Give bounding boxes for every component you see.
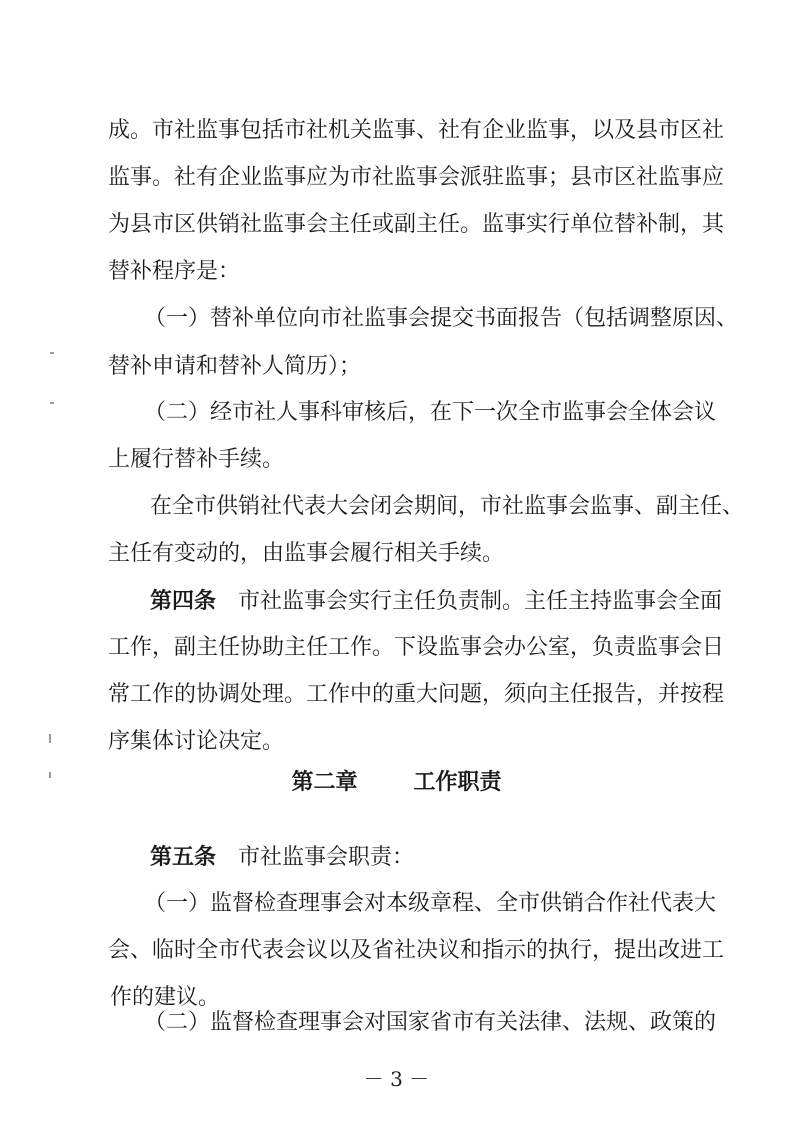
- paragraph-line: 序集体讨论决定。: [108, 729, 285, 754]
- paragraph-line: 常工作的协调处理。工作中的重大问题，须向主任报告，并按程: [108, 682, 725, 707]
- paragraph-line: （二）经市社人事科审核后，在下一次全市监事会全体会议: [144, 400, 717, 425]
- paragraph-line: 工作，副主任协助主任工作。下设监事会办公室，负责监事会日: [108, 635, 725, 660]
- article-4-line: [150, 586, 793, 617]
- paragraph-line: （一）替补单位向市社监事会提交书面报告（包括调整原因、: [144, 306, 739, 331]
- paragraph-line: 上履行替补手续。: [108, 447, 285, 472]
- paragraph-line: （二）监督检查理事会对国家省市有关法律、法规、政策的: [144, 1010, 717, 1035]
- chapter-heading: [0, 767, 793, 797]
- scan-mark: [49, 772, 51, 778]
- paragraph-line: 会、临时全市代表会议以及省社决议和指示的执行，提出改进工: [108, 938, 725, 963]
- paragraph-line: 替补申请和替补人简历）；: [108, 354, 362, 379]
- chapter-number: 第二章: [291, 769, 358, 795]
- paragraph-line: 在全市供销社代表大会闭会期间，市社监事会监事、副主任、: [150, 494, 745, 519]
- paragraph-line: 主任有变动的，由监事会履行相关手续。: [108, 541, 505, 566]
- article-5-text: 市社监事会职责：: [238, 845, 415, 870]
- article-4-text: 市社监事会实行主任负责制。主任主持监事会全面: [238, 589, 723, 614]
- paragraph-line: 为县市区供销社监事会主任或副主任。监事实行单位替补制，其: [108, 212, 725, 237]
- article-5-label: 第五条: [150, 844, 217, 870]
- scan-mark: [49, 734, 51, 743]
- paragraph-line: 作的建议。: [110, 985, 221, 1010]
- paragraph-line: （一）监督检查理事会对本级章程、全市供销合作社代表大: [144, 891, 717, 916]
- scan-mark: [50, 352, 54, 354]
- article-4-label: 第四条: [150, 588, 217, 614]
- paragraph-line: 成。市社监事包括市社机关监事、社有企业监事，以及县市区社: [108, 118, 725, 143]
- scan-mark: [50, 402, 54, 404]
- page-number: － 3 －: [363, 1067, 430, 1091]
- paragraph-line: 监事。社有企业监事应为市社监事会派驻监事；县市区社监事应: [108, 165, 725, 190]
- paragraph-line: 替补程序是：: [108, 259, 241, 284]
- chapter-title: 工作职责: [413, 769, 502, 795]
- article-5-line: [150, 842, 793, 873]
